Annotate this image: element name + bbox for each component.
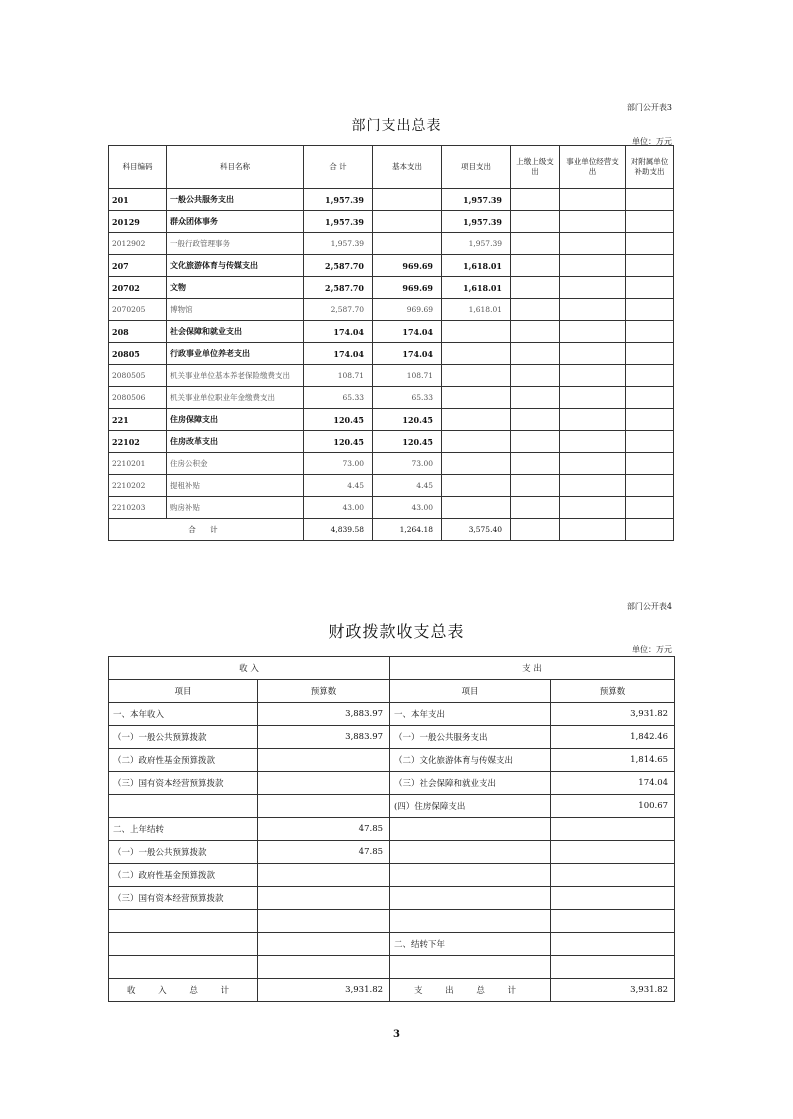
row-name: 住房保障支出: [167, 409, 304, 431]
row-total: 1,957.39: [304, 233, 373, 255]
row-subsidy: [626, 233, 674, 255]
row-code: 2080505: [109, 365, 167, 387]
row-upper: [511, 409, 560, 431]
row-upper: [511, 211, 560, 233]
income-value: [258, 956, 390, 979]
row-subsidy: [626, 299, 674, 321]
expense-item: (四）住房保障支出: [390, 795, 551, 818]
income-value: 3,883.97: [258, 703, 390, 726]
row-business: [560, 497, 626, 519]
row-basic: [373, 233, 442, 255]
row-code: 20805: [109, 343, 167, 365]
header-basic: 基本支出: [373, 146, 442, 189]
income-item: [109, 795, 258, 818]
income-total-value: 3,931.82: [258, 979, 390, 1002]
table-row: [109, 211, 674, 233]
table2-header-row: [109, 680, 675, 703]
row-business: [560, 475, 626, 497]
income-item-header: 项目: [109, 680, 258, 703]
row-name: 提租补贴: [167, 475, 304, 497]
table-row: [109, 365, 674, 387]
row-basic: 120.45: [373, 409, 442, 431]
row-project: [442, 387, 511, 409]
row-code: 20702: [109, 277, 167, 299]
table-row: [109, 277, 674, 299]
row-project: [442, 365, 511, 387]
table-row: [109, 343, 674, 365]
expense-value: 3,931.82: [551, 703, 675, 726]
row-code: 2080506: [109, 387, 167, 409]
row-upper: [511, 189, 560, 211]
expense-value: [551, 956, 675, 979]
row-project: [442, 453, 511, 475]
row-business: [560, 211, 626, 233]
row-upper: [511, 453, 560, 475]
table2-title: 财政拨款收支总表: [328, 622, 465, 641]
income-value: [258, 772, 390, 795]
expense-value: [551, 818, 675, 841]
expense-value: 1,814.65: [551, 749, 675, 772]
table2-tag: 部门公开表4: [626, 602, 672, 611]
table-row: [109, 726, 675, 749]
income-value: [258, 864, 390, 887]
row-basic: 969.69: [373, 299, 442, 321]
row-code: 2012902: [109, 233, 167, 255]
income-item: （二）政府性基金预算拨款: [109, 749, 258, 772]
row-code: 2210202: [109, 475, 167, 497]
row-total: 1,957.39: [304, 189, 373, 211]
table-row: [109, 910, 675, 933]
row-business: [560, 299, 626, 321]
expense-value: [551, 910, 675, 933]
row-code: 221: [109, 409, 167, 431]
row-basic: [373, 211, 442, 233]
row-business: [560, 233, 626, 255]
row-subsidy: [626, 497, 674, 519]
row-upper: [511, 277, 560, 299]
row-subsidy: [626, 277, 674, 299]
row-subsidy: [626, 409, 674, 431]
row-code: 201: [109, 189, 167, 211]
row-project: [442, 431, 511, 453]
income-value: [258, 933, 390, 956]
row-code: 208: [109, 321, 167, 343]
table-row: [109, 887, 675, 910]
row-upper: [511, 431, 560, 453]
row-total: 120.45: [304, 431, 373, 453]
expense-item: 一、本年支出: [390, 703, 551, 726]
row-upper: [511, 497, 560, 519]
row-name: 住房公积金: [167, 453, 304, 475]
income-value: 47.85: [258, 841, 390, 864]
row-upper: [511, 299, 560, 321]
row-code: 2210201: [109, 453, 167, 475]
row-business: [560, 321, 626, 343]
row-business: [560, 431, 626, 453]
table-row: [109, 818, 675, 841]
table2-total-row: [109, 979, 675, 1002]
row-basic: 108.71: [373, 365, 442, 387]
total-project: 3,575.40: [442, 519, 511, 541]
row-business: [560, 255, 626, 277]
row-code: 20129: [109, 211, 167, 233]
row-business: [560, 277, 626, 299]
row-project: 1,957.39: [442, 189, 511, 211]
expense-budget-header: 预算数: [551, 680, 675, 703]
expense-item: （二）文化旅游体育与传媒支出: [390, 749, 551, 772]
row-total: 4.45: [304, 475, 373, 497]
expense-item-header: 项目: [390, 680, 551, 703]
row-upper: [511, 233, 560, 255]
table-row: [109, 703, 675, 726]
row-code: 2210203: [109, 497, 167, 519]
income-value: [258, 749, 390, 772]
header-total: 合 计: [304, 146, 373, 189]
income-value: [258, 887, 390, 910]
total-sum: 4,839.58: [304, 519, 373, 541]
table-row: [109, 189, 674, 211]
expense-item: （三）社会保障和就业支出: [390, 772, 551, 795]
row-total: 73.00: [304, 453, 373, 475]
expense-item: [390, 956, 551, 979]
income-item: （二）政府性基金预算拨款: [109, 864, 258, 887]
income-item: （一）一般公共预算拨款: [109, 726, 258, 749]
row-business: [560, 387, 626, 409]
row-upper: [511, 255, 560, 277]
expense-value: 174.04: [551, 772, 675, 795]
row-total: 174.04: [304, 321, 373, 343]
header-business: 事业单位经营支出: [560, 146, 626, 189]
row-project: [442, 343, 511, 365]
row-subsidy: [626, 189, 674, 211]
row-upper: [511, 365, 560, 387]
row-business: [560, 409, 626, 431]
row-upper: [511, 321, 560, 343]
table2-unit: 单位：万元: [632, 645, 672, 654]
table-row: [109, 321, 674, 343]
row-project: 1,957.39: [442, 211, 511, 233]
table-row: [109, 864, 675, 887]
row-basic: [373, 189, 442, 211]
row-name: 住房改革支出: [167, 431, 304, 453]
table1-unit: 单位：万元: [632, 137, 672, 146]
expense-total-value: 3,931.82: [551, 979, 675, 1002]
row-name: 一般行政管理事务: [167, 233, 304, 255]
row-project: [442, 409, 511, 431]
table1-title: 部门支出总表: [351, 118, 442, 134]
total-business: [560, 519, 626, 541]
row-basic: 43.00: [373, 497, 442, 519]
row-project: [442, 497, 511, 519]
income-item: （三）国有资本经营预算拨款: [109, 887, 258, 910]
income-budget-header: 预算数: [258, 680, 390, 703]
row-name: 文物: [167, 277, 304, 299]
income-item: 二、上年结转: [109, 818, 258, 841]
expense-value: [551, 887, 675, 910]
income-item: （三）国有资本经营预算拨款: [109, 772, 258, 795]
row-total: 108.71: [304, 365, 373, 387]
row-business: [560, 189, 626, 211]
row-subsidy: [626, 255, 674, 277]
department-expenditure-table: [108, 145, 674, 541]
row-total: 43.00: [304, 497, 373, 519]
table-row: [109, 795, 675, 818]
row-name: 机关事业单位基本养老保险缴费支出: [167, 365, 304, 387]
header-code: 科目编码: [109, 146, 167, 189]
row-total: 2,587.70: [304, 277, 373, 299]
total-basic: 1,264.18: [373, 519, 442, 541]
header-subsidy: 对附属单位补助支出: [626, 146, 674, 189]
table-row: [109, 431, 674, 453]
row-subsidy: [626, 475, 674, 497]
row-project: 1,618.01: [442, 299, 511, 321]
expense-item: [390, 818, 551, 841]
row-total: 65.33: [304, 387, 373, 409]
row-basic: 174.04: [373, 343, 442, 365]
row-basic: 969.69: [373, 255, 442, 277]
row-name: 一般公共服务支出: [167, 189, 304, 211]
row-name: 社会保障和就业支出: [167, 321, 304, 343]
row-total: 174.04: [304, 343, 373, 365]
row-total: 2,587.70: [304, 299, 373, 321]
table-row: [109, 409, 674, 431]
total-label: 合 计: [109, 519, 304, 541]
income-item: 一、本年收入: [109, 703, 258, 726]
row-upper: [511, 343, 560, 365]
row-basic: 65.33: [373, 387, 442, 409]
total-upper: [511, 519, 560, 541]
row-code: 207: [109, 255, 167, 277]
row-name: 博物馆: [167, 299, 304, 321]
table-row: [109, 956, 675, 979]
expense-item: （一）一般公共服务支出: [390, 726, 551, 749]
income-item: [109, 956, 258, 979]
row-basic: 174.04: [373, 321, 442, 343]
table-row: [109, 933, 675, 956]
row-project: [442, 321, 511, 343]
expense-header: 支 出: [390, 657, 675, 680]
header-project: 项目支出: [442, 146, 511, 189]
row-project: [442, 475, 511, 497]
table1-total-row: [109, 519, 674, 541]
table-row: [109, 299, 674, 321]
row-total: 1,957.39: [304, 211, 373, 233]
expense-value: 100.67: [551, 795, 675, 818]
header-name: 科目名称: [167, 146, 304, 189]
table-row: [109, 475, 674, 497]
row-basic: 73.00: [373, 453, 442, 475]
row-project: 1,618.01: [442, 255, 511, 277]
row-subsidy: [626, 453, 674, 475]
row-subsidy: [626, 431, 674, 453]
income-value: [258, 795, 390, 818]
row-subsidy: [626, 343, 674, 365]
income-header: 收 入: [109, 657, 390, 680]
total-subsidy: [626, 519, 674, 541]
row-name: 文化旅游体育与传媒支出: [167, 255, 304, 277]
row-project: 1,957.39: [442, 233, 511, 255]
table-row: [109, 255, 674, 277]
row-total: 2,587.70: [304, 255, 373, 277]
income-item: [109, 910, 258, 933]
row-upper: [511, 387, 560, 409]
expense-value: 1,842.46: [551, 726, 675, 749]
table-row: [109, 497, 674, 519]
expense-value: [551, 841, 675, 864]
income-total-label: 收 入 总 计: [109, 979, 258, 1002]
expense-item: [390, 887, 551, 910]
expense-item: [390, 910, 551, 933]
row-project: 1,618.01: [442, 277, 511, 299]
fiscal-appropriation-table: [108, 656, 675, 1002]
row-name: 行政事业单位养老支出: [167, 343, 304, 365]
expense-item: 二、结转下年: [390, 933, 551, 956]
income-item: （一）一般公共预算拨款: [109, 841, 258, 864]
row-subsidy: [626, 365, 674, 387]
table-row: [109, 841, 675, 864]
row-total: 120.45: [304, 409, 373, 431]
table-row: [109, 772, 675, 795]
expense-total-label: 支 出 总 计: [390, 979, 551, 1002]
page-number: 3: [393, 1029, 400, 1040]
expense-value: [551, 933, 675, 956]
row-name: 群众团体事务: [167, 211, 304, 233]
row-upper: [511, 475, 560, 497]
income-item: [109, 933, 258, 956]
row-code: 2070205: [109, 299, 167, 321]
expense-value: [551, 864, 675, 887]
row-business: [560, 343, 626, 365]
row-name: 机关事业单位职业年金缴费支出: [167, 387, 304, 409]
row-code: 22102: [109, 431, 167, 453]
expense-item: [390, 841, 551, 864]
row-basic: 120.45: [373, 431, 442, 453]
table-row: [109, 749, 675, 772]
row-name: 购房补贴: [167, 497, 304, 519]
table1-tag: 部门公开表3: [626, 103, 672, 112]
table2-section-row: [109, 657, 675, 680]
table-row: [109, 233, 674, 255]
row-basic: 4.45: [373, 475, 442, 497]
income-value: 3,883.97: [258, 726, 390, 749]
table1-header-row: [109, 146, 674, 189]
income-value: 47.85: [258, 818, 390, 841]
row-business: [560, 453, 626, 475]
row-business: [560, 365, 626, 387]
row-basic: 969.69: [373, 277, 442, 299]
table-row: [109, 387, 674, 409]
row-subsidy: [626, 387, 674, 409]
expense-item: [390, 864, 551, 887]
row-subsidy: [626, 211, 674, 233]
income-value: [258, 910, 390, 933]
table-row: [109, 453, 674, 475]
header-upper: 上缴上级支出: [511, 146, 560, 189]
row-subsidy: [626, 321, 674, 343]
